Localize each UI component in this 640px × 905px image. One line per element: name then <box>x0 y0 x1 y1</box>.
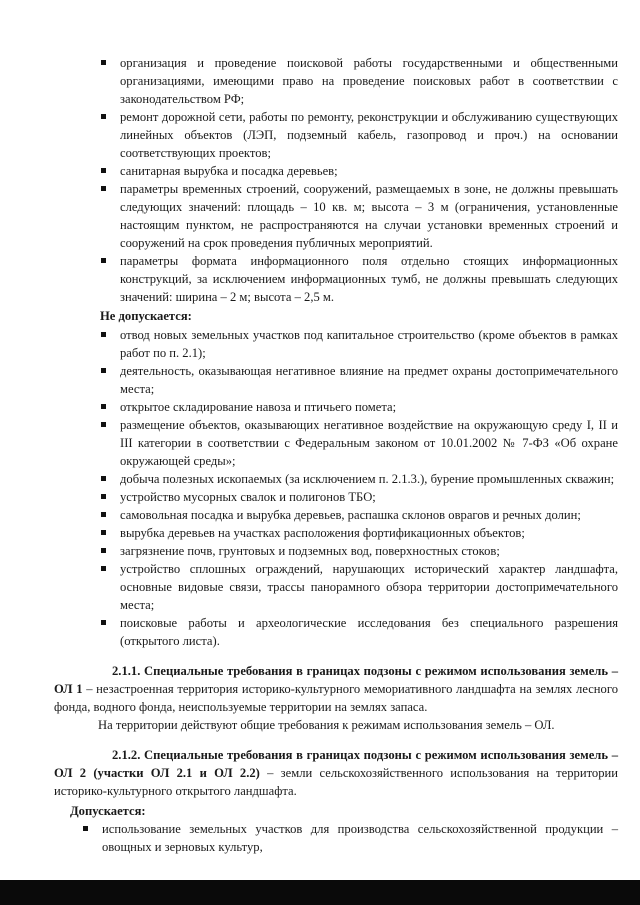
bullet-icon <box>101 332 106 337</box>
list-item-text: добыча полезных ископаемых (за исключением п. 2.1.3.), бурение промышленных скважин; <box>120 472 615 486</box>
list-item <box>80 820 618 856</box>
section-text: – земли сельскохозяйственного использования на территории историко-культурного открытого ландшафта. <box>54 766 618 798</box>
section-2-1-2 <box>54 746 618 800</box>
section-heading: 2.1.1. Специальные требования в границах подзоны с режимом использования земель – ОЛ 1 <box>54 664 618 696</box>
list-item-text: вырубка деревьев на участках расположения фортификационных объектов; <box>120 526 525 540</box>
bullet-icon <box>101 186 106 191</box>
list-item-text: поисковые работы и археологические исследования без специального разрешения (открытого листа). <box>120 616 618 648</box>
list-item-text: ремонт дорожной сети, работы по ремонту, реконструкции и обслуживанию существующих линейных объектов (ЛЭП, подземный кабель, газопровод и проч.) на основании соответствующих проектов; <box>120 110 618 160</box>
list-item <box>98 252 618 306</box>
list-item-text: использование земельных участков для производства сельскохозяйственной продукции – овощных и зерновых культур, <box>102 822 618 854</box>
bullet-icon <box>101 620 106 625</box>
prohibited-list <box>98 326 618 650</box>
bullet-icon <box>101 368 106 373</box>
list-item-text: параметры формата информационного поля отдельно стоящих информационных конструкций, за исключением информационных тумб, не должны превышать следующих значений: ширина – 2 м; высота – 2,5 м. <box>120 254 618 304</box>
section-heading: 2.1.2. Специальные требования в границах подзоны с режимом использования земель – ОЛ 2 (участки ОЛ 2.1 и ОЛ 2.2) <box>54 748 618 780</box>
list-item-text: санитарная вырубка и посадка деревьев; <box>120 164 338 178</box>
list-item-text: открытое складирование навоза и птичьего помета; <box>120 400 397 414</box>
list-item-text: организация и проведение поисковой работы государственными и общественными организациями, имеющими право на проведение поисковых работ в соответствии с законодательством РФ; <box>120 56 618 106</box>
list-item <box>98 524 618 542</box>
section-paragraph <box>54 716 618 734</box>
bullet-icon <box>101 530 106 535</box>
list-item <box>98 560 618 614</box>
bullet-icon <box>101 548 106 553</box>
list-item <box>98 416 618 470</box>
bullet-icon <box>101 404 106 409</box>
permitted-list <box>98 54 618 306</box>
section-text: На территории действуют общие требования к режимам использования земель – ОЛ. <box>98 718 555 732</box>
list-item-text: загрязнение почв, грунтовых и подземных вод, поверхностных стоков; <box>120 544 500 558</box>
list-item-text: деятельность, оказывающая негативное влияние на предмет охраны достопримечательного места; <box>120 364 618 396</box>
document-body <box>54 54 618 856</box>
list-item <box>98 398 618 416</box>
bullet-icon <box>101 258 106 263</box>
section-text: – незастроенная территория историко-культурного мемориативного ландшафта на землях лесного фонда, водного фонда, неиспользуемые территории на землях запаса. <box>54 682 618 714</box>
section-paragraph <box>54 662 618 716</box>
list-item-text: отвод новых земельных участков под капитальное строительство (кроме объектов в рамках работ по п. 2.1); <box>120 328 618 360</box>
list-item <box>98 542 618 560</box>
not-allowed-header: Не допускается: <box>100 309 192 323</box>
list-item <box>98 506 618 524</box>
section-2-1-1 <box>54 662 618 734</box>
bullet-icon <box>83 826 88 831</box>
list-item-text: устройство мусорных свалок и полигонов ТБО; <box>120 490 376 504</box>
list-item <box>98 614 618 650</box>
list-item <box>98 180 618 252</box>
bullet-icon <box>101 476 106 481</box>
list-item <box>98 108 618 162</box>
bullet-icon <box>101 566 106 571</box>
bullet-icon <box>101 494 106 499</box>
list-item <box>98 162 618 180</box>
list-item-text: размещение объектов, оказывающих негативное воздействие на окружающую среду I, II и III категории в соответствии с Федеральным законом от 10.01.2002 № 7-ФЗ «Об охране окружающей среды»; <box>120 418 618 468</box>
bullet-icon <box>101 168 106 173</box>
list-item-text: самовольная посадка и вырубка деревьев, распашка склонов оврагов и речных долин; <box>120 508 581 522</box>
list-item <box>98 54 618 108</box>
list-item <box>98 488 618 506</box>
bullet-icon <box>101 114 106 119</box>
bullet-icon <box>101 512 106 517</box>
section-paragraph <box>54 746 618 800</box>
scan-bottom-edge <box>0 880 640 905</box>
bullet-icon <box>101 60 106 65</box>
list-item <box>98 326 618 362</box>
allowed-list <box>80 820 618 856</box>
list-item-text: устройство сплошных ограждений, нарушающих исторический характер ландшафта, основные видовые связи, трассы панорамного обзора территории достопримечательного места; <box>120 562 618 612</box>
bullet-icon <box>101 422 106 427</box>
list-item-text: параметры временных строений, сооружений, размещаемых в зоне, не должны превышать следующих значений: площадь – 10 кв. м; высота – 3 м (ограничения, установленные настоящим пунктом, не распространяются на случаи установки временных строений и сооружений на срок проведения публичных мероприятий. <box>120 182 618 250</box>
list-item <box>98 362 618 398</box>
allowed-header: Допускается: <box>70 804 146 818</box>
list-item <box>98 470 618 488</box>
